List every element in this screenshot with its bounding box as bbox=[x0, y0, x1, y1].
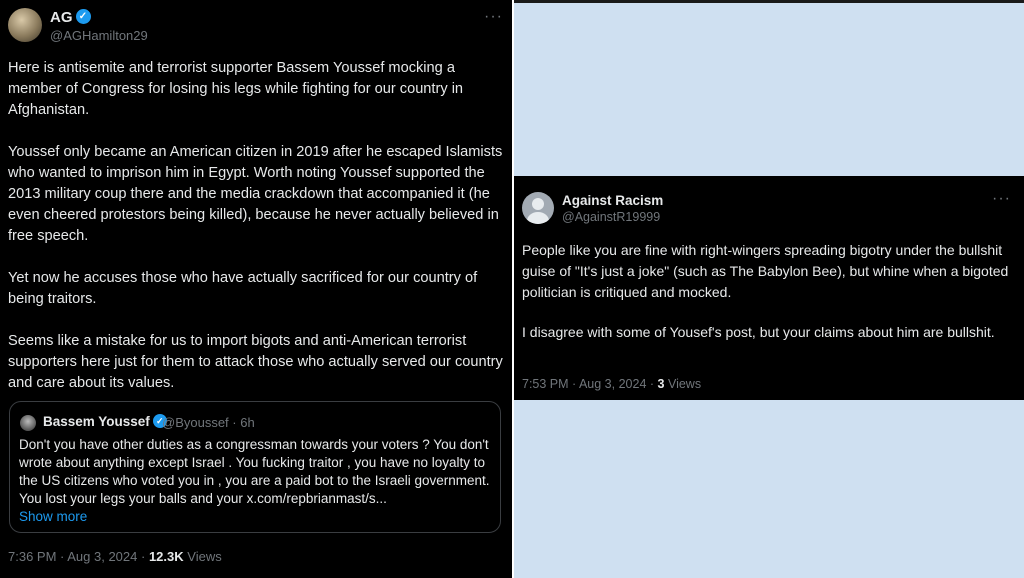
quote-text-block bbox=[19, 436, 497, 526]
ag-tweet-meta bbox=[8, 549, 222, 564]
tweet-paragraph: Youssef only became an American citizen in 2019 after he escaped Islamists who wanted to imprison him in Egypt. Worth noting Youssef supported the 2013 military coup there and the media crackdown that accompanied it (he even cheered protestors being killed), because he never actually believed in free speech. bbox=[8, 144, 503, 244]
views-label: Views bbox=[667, 377, 702, 391]
views-count: 12.3K bbox=[148, 549, 184, 564]
verified-badge-icon: ✓ bbox=[76, 9, 91, 24]
quote-author-avatar[interactable] bbox=[20, 415, 36, 431]
reply-tweet-text bbox=[522, 240, 1017, 362]
default-avatar-icon[interactable] bbox=[522, 192, 554, 224]
ag-author-name[interactable]: AG bbox=[50, 9, 73, 26]
verified-badge-icon: ✓ bbox=[153, 414, 167, 428]
tweet-paragraph: People like you are fine with right-wingers spreading bigotry under the bullshit guise of "It's just a joke" (such as The Babylon Bee), but whine when a bigoted politician is critiqued and mocked. bbox=[522, 242, 1009, 300]
quote-author-name[interactable]: Bassem Youssef bbox=[43, 414, 150, 429]
views-label: Views bbox=[187, 549, 222, 564]
more-options-icon[interactable]: ··· bbox=[992, 190, 1011, 207]
tweet-paragraph: Yet now he accuses those who have actually sacrificed for our country of being traitors. bbox=[8, 270, 478, 307]
tweet-timestamp[interactable]: 7:36 PM · Aug 3, 2024 · bbox=[8, 549, 146, 564]
ag-tweet-text bbox=[8, 58, 508, 415]
more-options-icon[interactable]: ··· bbox=[484, 8, 503, 25]
quoted-tweet-card[interactable] bbox=[9, 401, 501, 533]
ag-author-handle[interactable]: @AGHamilton29 bbox=[50, 28, 148, 43]
quote-author-name-row[interactable] bbox=[43, 414, 167, 429]
views-count: 3 bbox=[657, 377, 665, 391]
tweet-timestamp[interactable]: 7:53 PM · Aug 3, 2024 · bbox=[522, 377, 655, 391]
reply-tweet-card bbox=[514, 176, 1024, 400]
reply-author-handle[interactable]: @AgainstR19999 bbox=[562, 210, 661, 224]
ag-avatar[interactable] bbox=[8, 8, 42, 42]
quote-author-handle: @Byoussef · 6h bbox=[162, 415, 255, 430]
right-panel bbox=[514, 0, 1024, 578]
tweet-paragraph: Here is antisemite and terrorist supporter Bassem Youssef mocking a member of Congress for losing his legs while fighting for our country in Afghanistan. bbox=[8, 60, 464, 118]
quote-text: Don't you have other duties as a congressman towards your voters ? You don't wrote about anything except Israel . You fucking traitor , you have no loyalty to the US citizens who voted you in , you are a paid bot to the Israeli government. You lost your legs your balls and your x.com/repbrianmast/s... bbox=[19, 437, 490, 506]
reply-tweet-meta bbox=[522, 377, 701, 391]
panel-border bbox=[514, 0, 1024, 3]
tweet-paragraph: Seems like a mistake for us to import bigots and anti-American terrorist supporters here just for them to attack those who actually served our country and care about its values. bbox=[8, 333, 503, 391]
ag-author-name-row[interactable] bbox=[50, 9, 91, 26]
tweet-paragraph: I disagree with some of Yousef's post, but your claims about him are bullshit. bbox=[522, 324, 995, 340]
reply-author-name[interactable]: Against Racism bbox=[562, 193, 664, 208]
show-more-link[interactable]: Show more bbox=[19, 509, 88, 524]
